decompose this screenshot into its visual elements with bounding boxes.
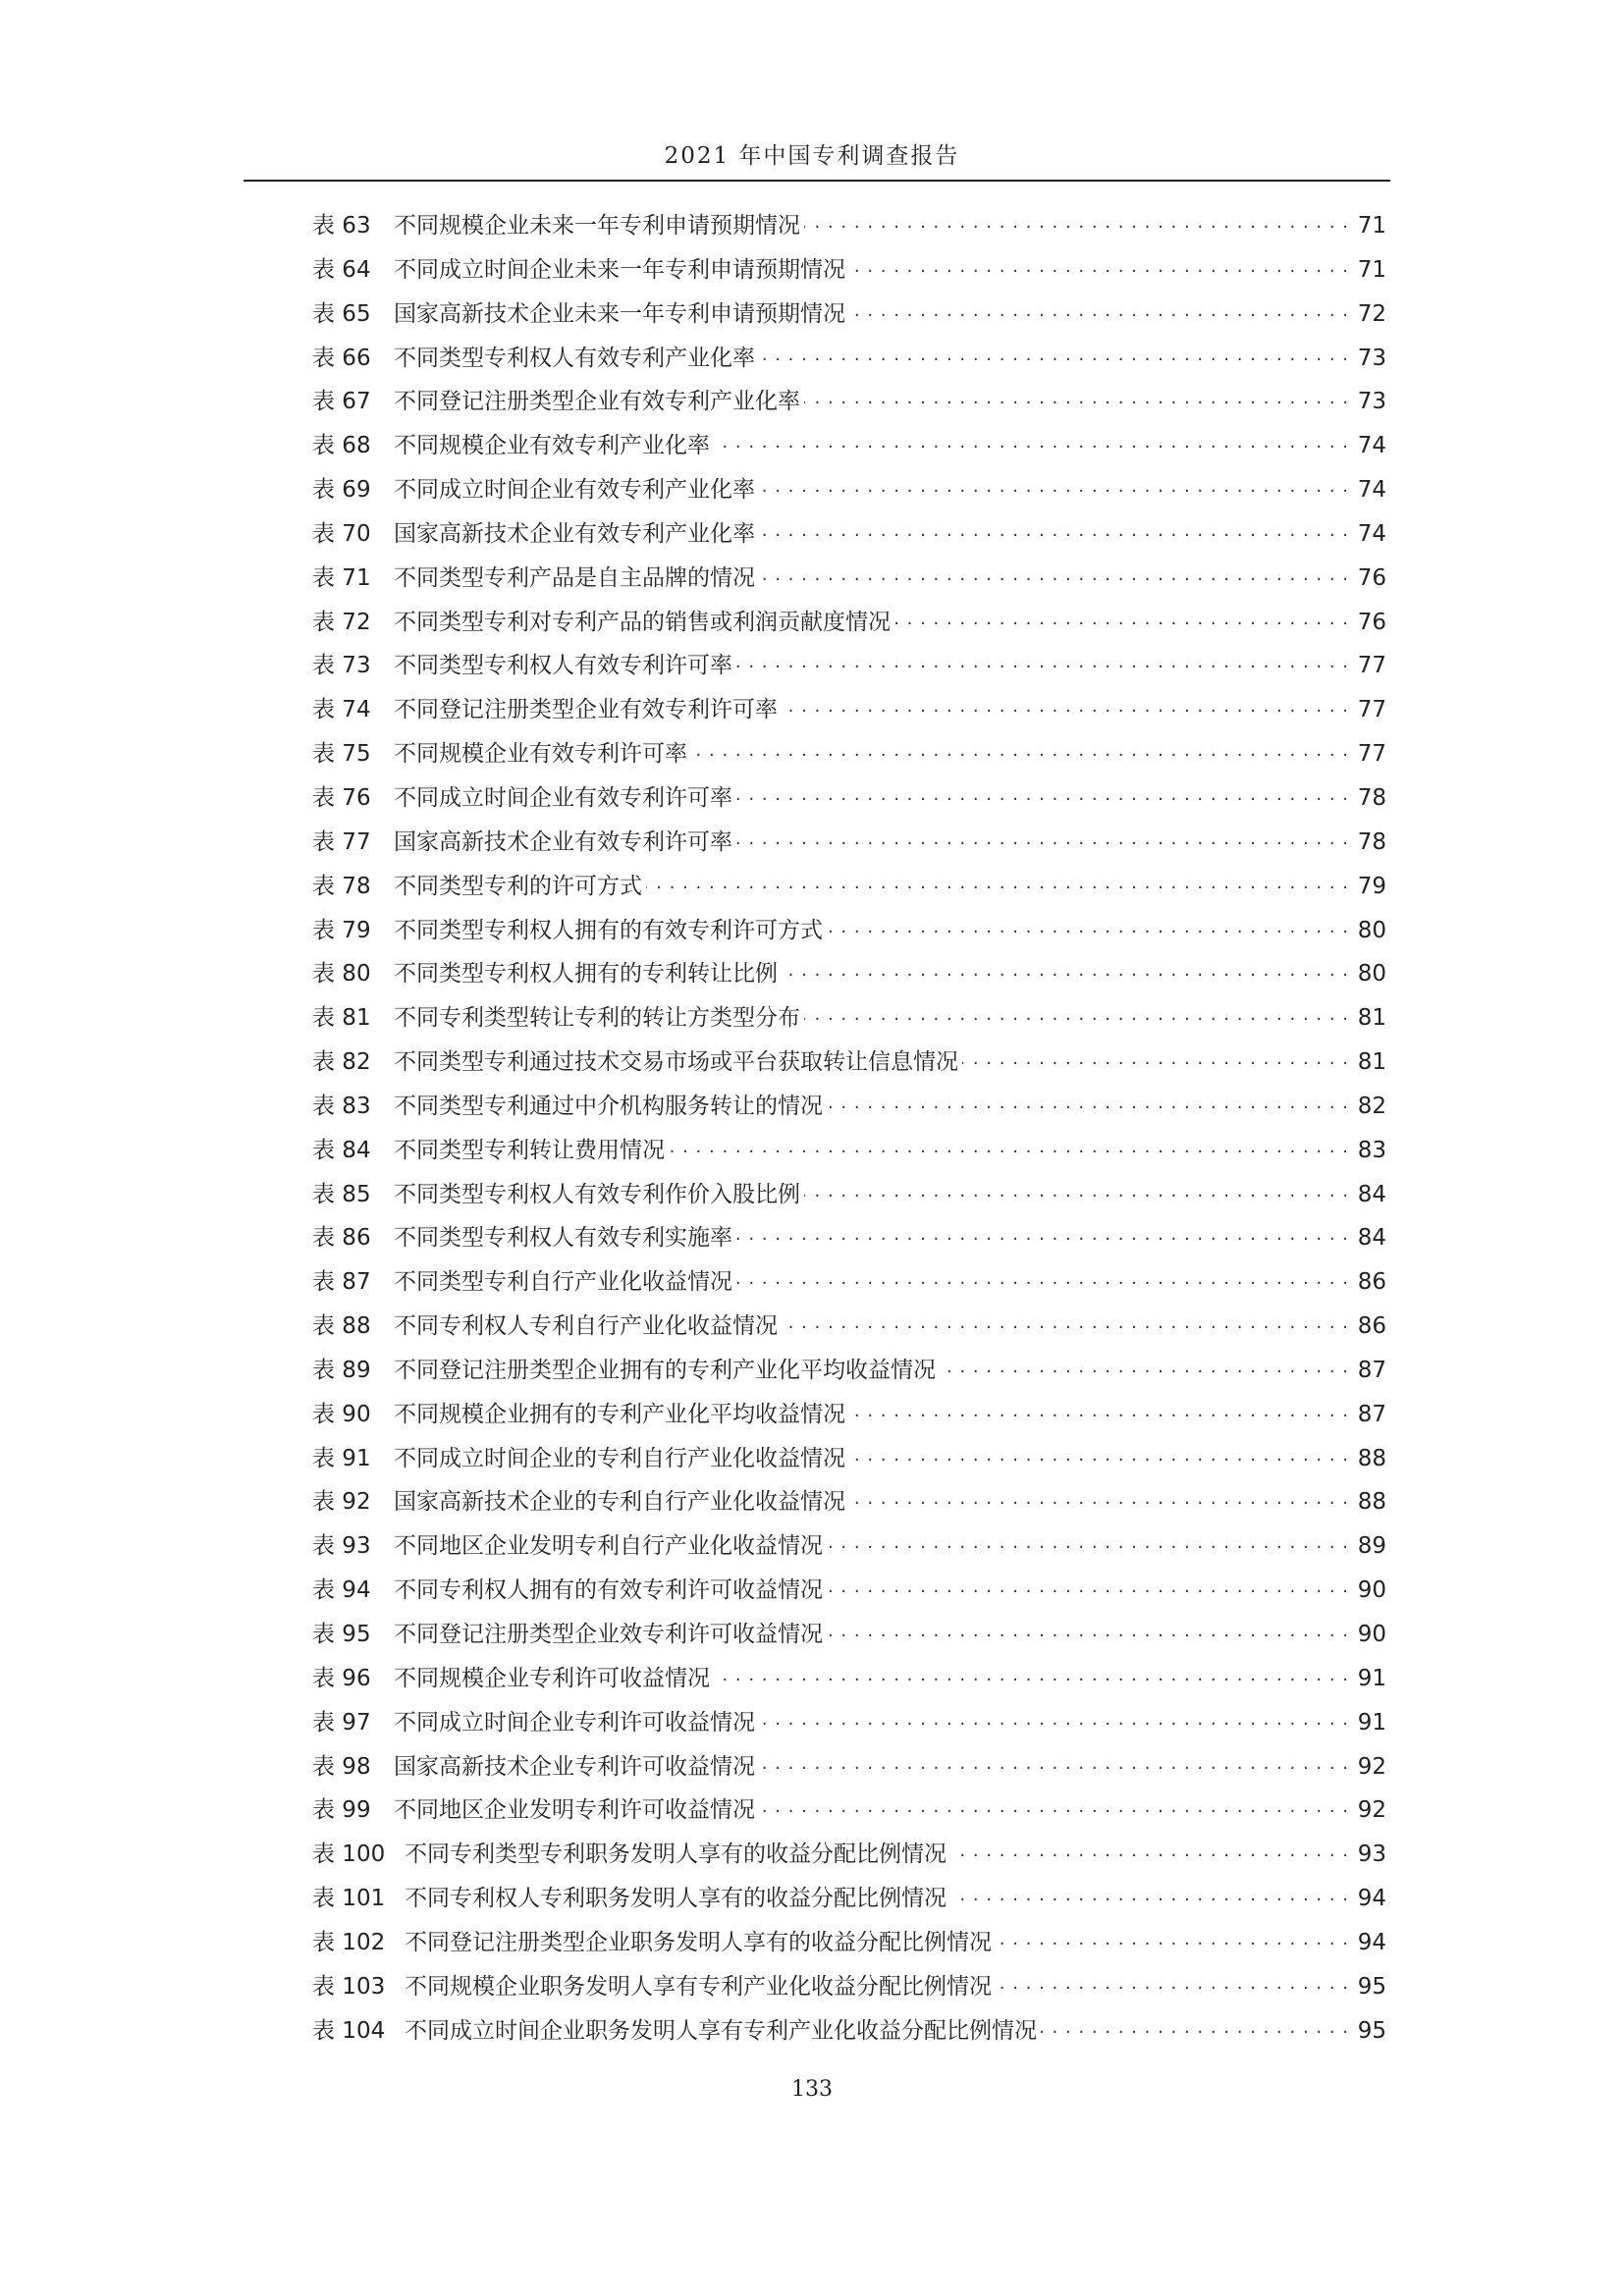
toc-entry[interactable] [312,295,1386,340]
toc-entry-label: 表 98 [312,1753,371,1780]
toc-entry[interactable] [312,1836,1386,1880]
toc-dot-leader [827,1091,1349,1113]
toc-dot-leader [996,1927,1349,1949]
toc-entry-label: 表 78 [312,873,371,899]
toc-entry-title: 不同地区企业发明专利许可收益情况 [394,1797,755,1824]
toc-dot-leader [759,562,1349,585]
toc-dot-leader [849,1443,1349,1466]
toc-entry-label: 表 94 [312,1577,371,1604]
toc-dot-leader [804,1179,1349,1201]
toc-entry-title: 不同类型专利的许可方式 [394,873,642,899]
toc-dot-leader [849,298,1349,321]
toc-entry-label: 表 88 [312,1313,371,1340]
toc-entry[interactable] [312,912,1386,956]
toc-entry-label: 表 67 [312,389,371,415]
toc-entry-page-number: 90 [1357,1622,1386,1647]
toc-entry-label: 表 84 [312,1137,371,1163]
toc-dot-leader [759,343,1349,365]
toc-entry-title: 国家高新技术企业未来一年专利申请预期情况 [394,300,845,327]
toc-entry-page-number: 74 [1357,520,1386,547]
toc-entry[interactable] [312,1704,1386,1748]
toc-dot-leader [849,1486,1349,1509]
toc-entry-page-number: 80 [1357,917,1386,943]
toc-entry-page-number: 81 [1357,1005,1386,1032]
toc-entry[interactable] [312,955,1386,999]
toc-entry[interactable] [312,1483,1386,1527]
toc-entry-title: 不同专利权人专利职务发明人享有的收益分配比例情况 [405,1886,947,1912]
toc-entry[interactable] [312,1308,1386,1352]
toc-entry[interactable] [312,1132,1386,1176]
toc-entry-page-number: 87 [1357,1357,1386,1383]
toc-entry-page-number: 73 [1357,345,1386,371]
toc-entry-title: 国家高新技术企业有效专利许可率 [394,828,732,855]
toc-entry-label: 表 69 [312,477,371,504]
toc-entry-title: 不同类型专利权人有效专利作价入股比例 [394,1181,800,1207]
toc-entry[interactable] [312,691,1386,735]
toc-entry-page-number: 94 [1357,1886,1386,1912]
toc-entry[interactable] [312,1263,1386,1308]
toc-entry-title: 不同类型专利权人拥有的专利转让比例 [394,961,778,988]
toc-entry-page-number: 84 [1357,1181,1386,1207]
toc-entry-page-number: 95 [1357,1973,1386,2000]
toc-entry-page-number: 88 [1357,1489,1386,1516]
toc-entry-page-number: 95 [1357,2017,1386,2044]
toc-entry[interactable] [312,1440,1386,1484]
toc-entry-title: 国家高新技术企业有效专利产业化率 [394,520,755,547]
toc-entry[interactable] [312,1968,1386,2012]
toc-dot-leader [827,1575,1349,1597]
toc-entry[interactable] [312,1660,1386,1704]
toc-entry-label: 表 80 [312,961,371,988]
toc-entry[interactable] [312,824,1386,868]
toc-entry[interactable] [312,207,1386,251]
header-divider [244,180,1390,182]
toc-entry-page-number: 92 [1357,1753,1386,1780]
toc-entry-title: 不同专利类型专利职务发明人享有的收益分配比例情况 [405,1842,947,1868]
toc-entry-title: 不同规模企业有效专利许可率 [394,741,687,768]
toc-entry-label: 表 99 [312,1797,371,1824]
toc-entry-label: 表 73 [312,653,371,679]
toc-entry-page-number: 80 [1357,961,1386,988]
toc-dot-leader [646,871,1349,893]
toc-entry-label: 表 93 [312,1533,371,1560]
toc-entry-page-number: 78 [1357,784,1386,811]
toc-dot-leader [849,254,1349,277]
toc-entry[interactable] [312,2012,1386,2056]
toc-entry[interactable] [312,1219,1386,1263]
toc-entry-title: 不同类型专利自行产业化收益情况 [394,1269,732,1296]
toc-entry-label: 表 72 [312,609,371,635]
toc-entry-title: 不同规模企业职务发明人享有专利产业化收益分配比例情况 [405,1973,992,2000]
page-header-title: 2021 年中国专利调查报告 [664,143,960,169]
toc-entry-page-number: 88 [1357,1445,1386,1471]
toc-entry-page-number: 86 [1357,1269,1386,1296]
toc-entry[interactable] [312,1088,1386,1132]
toc-entry-label: 表 71 [312,564,371,591]
table-of-contents-list [312,207,1386,2056]
toc-dot-leader [804,210,1349,233]
toc-entry-page-number: 92 [1357,1797,1386,1824]
toc-entry-page-number: 84 [1357,1225,1386,1252]
toc-dot-leader [759,518,1349,541]
toc-entry-page-number: 74 [1357,477,1386,504]
toc-dot-leader [996,1971,1349,1994]
toc-entry-page-number: 89 [1357,1533,1386,1560]
toc-entry[interactable] [312,383,1386,427]
toc-entry[interactable] [312,735,1386,779]
toc-entry-page-number: 71 [1357,213,1386,239]
toc-entry-page-number: 91 [1357,1709,1386,1735]
toc-entry-title: 不同成立时间企业的专利自行产业化收益情况 [394,1445,845,1471]
toc-entry-label: 表 97 [312,1709,371,1735]
toc-dot-leader [714,430,1349,453]
toc-entry[interactable] [312,1352,1386,1396]
toc-entry-label: 表 89 [312,1357,371,1383]
toc-entry[interactable] [312,604,1386,648]
toc-entry-title: 不同规模企业有效专利产业化率 [394,433,710,459]
toc-dot-leader [827,1619,1349,1641]
toc-entry-title: 不同类型专利转让费用情况 [394,1137,665,1163]
toc-entry-label: 表 66 [312,345,371,371]
toc-entry-label: 表 91 [312,1445,371,1471]
toc-dot-leader [736,782,1349,805]
toc-dot-leader [736,650,1349,672]
toc-entry-title: 不同成立时间企业专利许可收益情况 [394,1709,755,1735]
toc-entry-title: 不同类型专利权人有效专利产业化率 [394,345,755,371]
toc-entry-page-number: 81 [1357,1049,1386,1076]
toc-entry[interactable] [312,1043,1386,1088]
toc-entry-label: 表 103 [312,1973,386,2000]
toc-entry-label: 表 63 [312,213,371,239]
toc-entry-title: 不同类型专利通过技术交易市场或平台获取转让信息情况 [394,1049,958,1076]
toc-entry-page-number: 90 [1357,1577,1386,1604]
toc-entry[interactable] [312,471,1386,515]
toc-entry-label: 表 65 [312,300,371,327]
toc-dot-leader [691,738,1349,761]
toc-dot-leader [894,607,1349,629]
toc-entry-title: 不同类型专利权人有效专利实施率 [394,1225,732,1252]
toc-entry-title: 国家高新技术企业的专利自行产业化收益情况 [394,1489,845,1516]
toc-entry[interactable] [312,1924,1386,1968]
toc-entry-label: 表 81 [312,1005,371,1032]
toc-dot-leader [940,1355,1349,1377]
toc-entry-title: 不同类型专利通过中介机构服务转让的情况 [394,1093,823,1119]
toc-entry-label: 表 75 [312,741,371,768]
toc-entry-page-number: 71 [1357,256,1386,283]
toc-dot-leader [736,1266,1349,1289]
toc-entry-label: 表 92 [312,1489,371,1516]
toc-entry-label: 表 79 [312,917,371,943]
toc-entry-label: 表 102 [312,1929,386,1955]
toc-entry-page-number: 77 [1357,741,1386,768]
toc-entry-title: 不同成立时间企业职务发明人享有专利产业化收益分配比例情况 [405,2017,1037,2044]
toc-entry-page-number: 91 [1357,1665,1386,1691]
toc-entry-page-number: 86 [1357,1313,1386,1340]
toc-dot-leader [782,694,1349,717]
toc-entry[interactable] [312,1616,1386,1660]
toc-entry[interactable] [312,1791,1386,1836]
toc-dot-leader [849,1399,1349,1421]
toc-entry-page-number: 72 [1357,300,1386,327]
toc-entry-label: 表 87 [312,1269,371,1296]
toc-entry-label: 表 83 [312,1093,371,1119]
toc-dot-leader [759,474,1349,497]
toc-entry[interactable] [312,251,1386,295]
toc-entry-label: 表 95 [312,1622,371,1647]
toc-entry[interactable] [312,1748,1386,1792]
toc-entry-title: 不同规模企业专利许可收益情况 [394,1665,710,1691]
toc-entry-title: 不同成立时间企业有效专利许可率 [394,784,732,811]
toc-entry-page-number: 93 [1357,1842,1386,1868]
toc-entry-label: 表 68 [312,433,371,459]
toc-entry[interactable] [312,647,1386,691]
toc-entry-label: 表 90 [312,1401,371,1427]
toc-entry-title: 国家高新技术企业专利许可收益情况 [394,1753,755,1780]
toc-dot-leader [759,1794,1349,1817]
toc-entry-page-number: 78 [1357,828,1386,855]
toc-entry-page-number: 74 [1357,433,1386,459]
toc-entry-title: 不同成立时间企业未来一年专利申请预期情况 [394,256,845,283]
toc-entry-title: 不同登记注册类型企业职务发明人享有的收益分配比例情况 [405,1929,992,1955]
toc-entry-label: 表 101 [312,1886,386,1912]
toc-dot-leader [1041,2015,1349,2038]
toc-entry[interactable] [312,1176,1386,1220]
toc-entry-page-number: 76 [1357,609,1386,635]
toc-dot-leader [736,1222,1349,1245]
toc-entry[interactable] [312,427,1386,471]
toc-dot-leader [950,1839,1349,1861]
toc-entry-label: 表 70 [312,520,371,547]
toc-dot-leader [736,827,1349,849]
toc-entry[interactable] [312,868,1386,912]
toc-entry-title: 不同地区企业发明专利自行产业化收益情况 [394,1533,823,1560]
toc-entry-title: 不同类型专利权人拥有的有效专利许可方式 [394,917,823,943]
toc-dot-leader [827,1530,1349,1553]
toc-entry-title: 不同类型专利产品是自主品牌的情况 [394,564,755,591]
toc-entry-page-number: 79 [1357,873,1386,899]
toc-entry-label: 表 64 [312,256,371,283]
toc-entry-title: 不同规模企业拥有的专利产业化平均收益情况 [394,1401,845,1427]
toc-entry-label: 表 100 [312,1842,386,1868]
toc-entry-page-number: 76 [1357,564,1386,591]
toc-entry-page-number: 73 [1357,389,1386,415]
toc-entry-title: 不同专利权人专利自行产业化收益情况 [394,1313,778,1340]
toc-entry-page-number: 77 [1357,697,1386,723]
toc-entry-title: 不同登记注册类型企业拥有的专利产业化平均收益情况 [394,1357,936,1383]
toc-entry-page-number: 94 [1357,1929,1386,1955]
toc-entry[interactable] [312,779,1386,824]
toc-entry[interactable] [312,1880,1386,1924]
toc-entry-title: 不同类型专利对专利产品的销售或利润贡献度情况 [394,609,891,635]
toc-entry-page-number: 77 [1357,653,1386,679]
toc-entry-label: 表 76 [312,784,371,811]
toc-entry[interactable] [312,1396,1386,1440]
toc-entry[interactable] [312,1572,1386,1616]
toc-entry-label: 表 96 [312,1665,371,1691]
page-number: 133 [791,2077,833,2102]
toc-entry-title: 不同专利类型转让专利的转让方类型分布 [394,1005,800,1032]
toc-entry[interactable] [312,340,1386,384]
toc-dot-leader [962,1046,1349,1069]
toc-entry-label: 表 86 [312,1225,371,1252]
toc-entry-label: 表 104 [312,2017,386,2044]
toc-dot-leader [759,1707,1349,1730]
toc-entry[interactable] [312,999,1386,1043]
toc-entry-title: 不同专利权人拥有的有效专利许可收益情况 [394,1577,823,1604]
toc-entry-title: 不同登记注册类型企业有效专利产业化率 [394,389,800,415]
toc-entry-title: 不同规模企业未来一年专利申请预期情况 [394,213,800,239]
toc-entry-page-number: 82 [1357,1093,1386,1119]
toc-dot-leader [827,915,1349,937]
toc-entry-title: 不同成立时间企业有效专利产业化率 [394,477,755,504]
toc-entry-title: 不同登记注册类型企业有效专利许可率 [394,697,778,723]
toc-entry-title: 不同登记注册类型企业效专利许可收益情况 [394,1622,823,1647]
toc-entry[interactable] [312,1527,1386,1572]
toc-entry-title: 不同类型专利权人有效专利许可率 [394,653,732,679]
toc-entry-label: 表 85 [312,1181,371,1207]
toc-entry-page-number: 87 [1357,1401,1386,1427]
toc-dot-leader [759,1751,1349,1774]
toc-dot-leader [804,1002,1349,1025]
toc-entry[interactable] [312,515,1386,560]
toc-dot-leader [714,1663,1349,1685]
toc-entry-label: 表 74 [312,697,371,723]
toc-dot-leader [782,958,1349,981]
toc-dot-leader [669,1135,1349,1157]
toc-entry[interactable] [312,560,1386,604]
toc-entry-label: 表 82 [312,1049,371,1076]
toc-dot-leader [782,1310,1349,1333]
toc-entry-label: 表 77 [312,828,371,855]
toc-entry-page-number: 83 [1357,1137,1386,1163]
toc-dot-leader [950,1883,1349,1905]
toc-dot-leader [804,386,1349,408]
